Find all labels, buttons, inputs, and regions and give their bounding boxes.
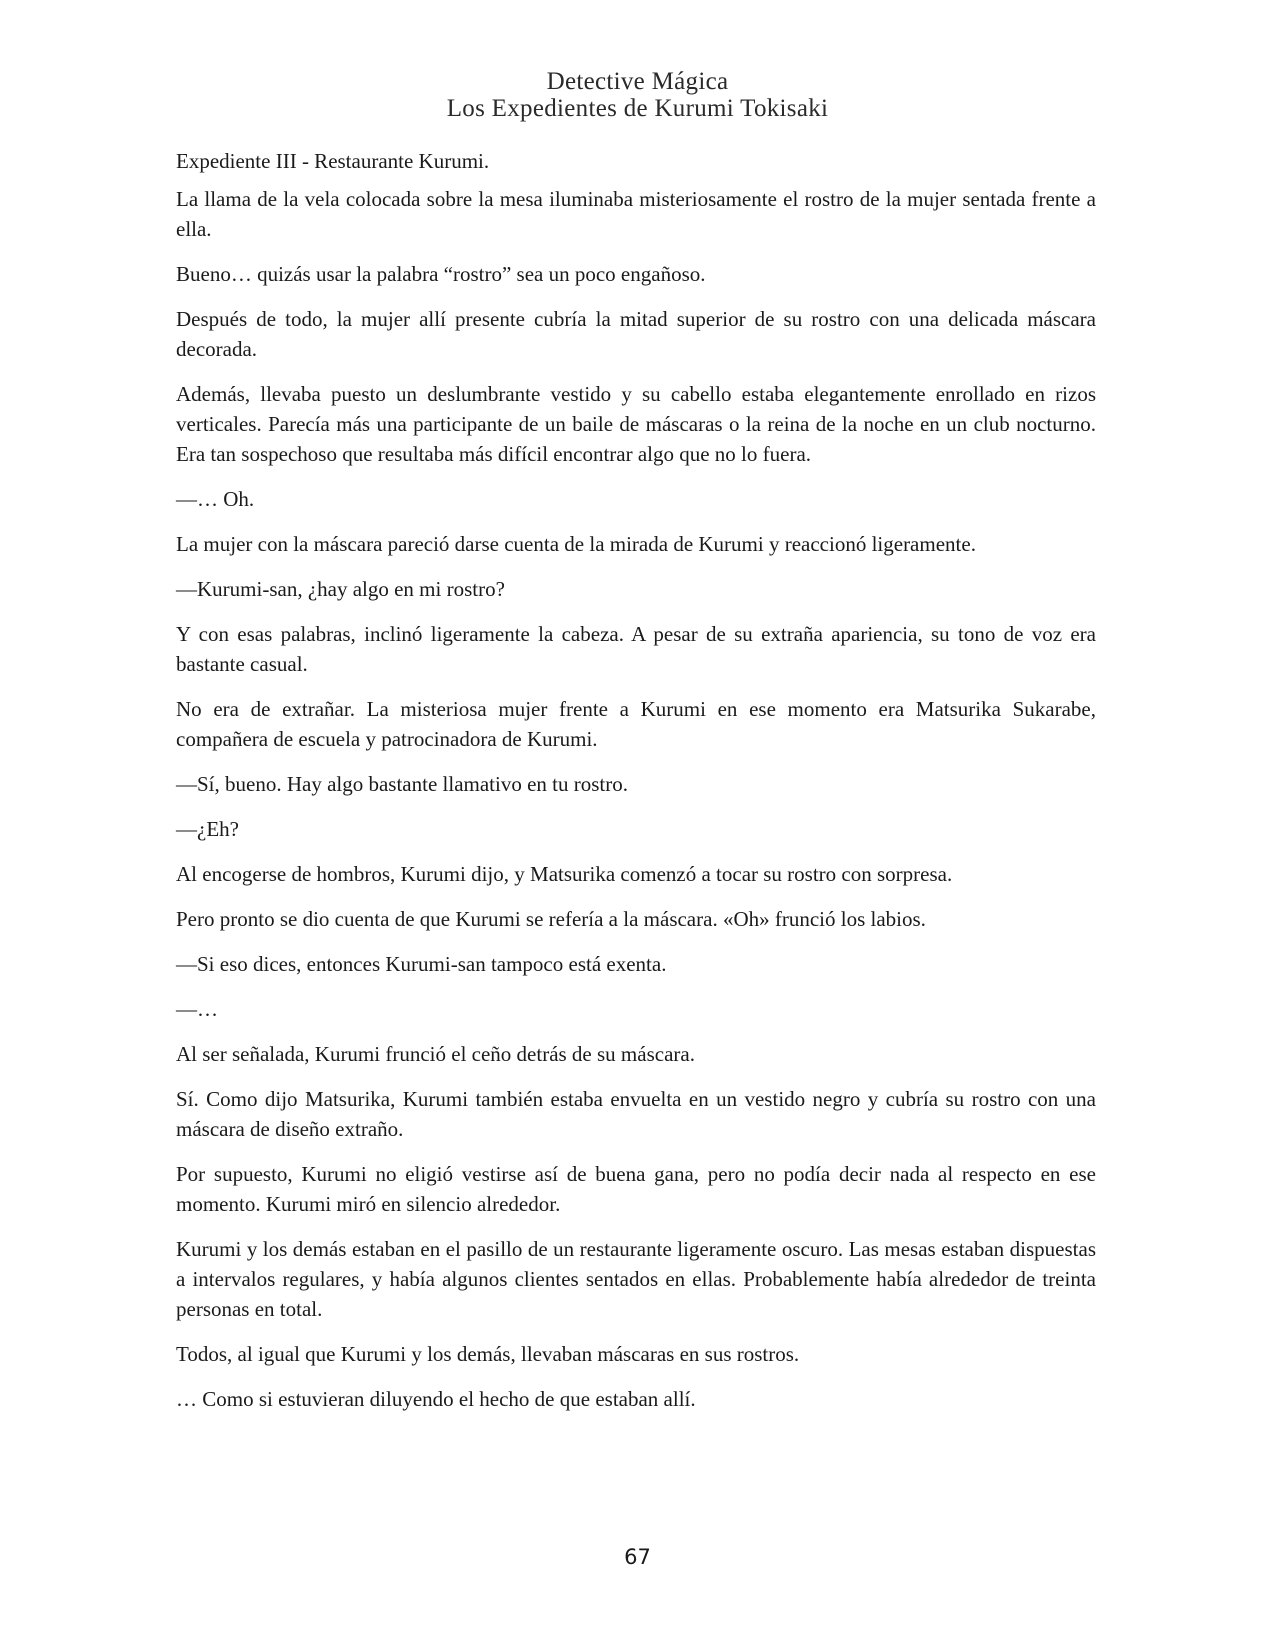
paragraph: —¿Eh? (176, 817, 239, 841)
paragraph: No era de extrañar. La misteriosa mujer frente a Kurumi en ese momento era Matsurika Sukarabe, compañera de escuela y patrocinadora de Kurumi. (176, 697, 1096, 751)
paragraph: La llama de la vela colocada sobre la mesa iluminaba misteriosamente el rostro de la mujer sentada frente a ella. (176, 187, 1096, 241)
body-text (176, 146, 1096, 1429)
paragraph: —Sí, bueno. Hay algo bastante llamativo en tu rostro. (176, 772, 628, 796)
paragraph: —… (176, 997, 218, 1021)
book-title: Detective Mágica (546, 68, 729, 95)
paragraph: Sí. Como dijo Matsurika, Kurumi también estaba envuelta en un vestido negro y cubría su rostro con una máscara de diseño extraño. (176, 1087, 1096, 1141)
paragraph: Pero pronto se dio cuenta de que Kurumi se refería a la máscara. «Oh» frunció los labios. (176, 907, 926, 931)
paragraph: … Como si estuvieran diluyendo el hecho de que estaban allí. (176, 1387, 696, 1411)
page-number: 67 (624, 1545, 651, 1569)
paragraph: Todos, al igual que Kurumi y los demás, llevaban máscaras en sus rostros. (176, 1342, 800, 1366)
paragraph: —Kurumi-san, ¿hay algo en mi rostro? (176, 577, 505, 601)
running-header (0, 68, 1275, 122)
chapter-title: Expediente III - Restaurante Kurumi. (176, 149, 490, 173)
paragraph: La mujer con la máscara pareció darse cuenta de la mirada de Kurumi y reaccionó ligeramente. (176, 532, 976, 556)
paragraph: Después de todo, la mujer allí presente cubría la mitad superior de su rostro con una delicada máscara decorada. (176, 307, 1096, 361)
paragraph: Al encogerse de hombros, Kurumi dijo, y Matsurika comenzó a tocar su rostro con sorpresa. (176, 862, 953, 886)
paragraph: Al ser señalada, Kurumi frunció el ceño detrás de su máscara. (176, 1042, 695, 1066)
paragraph: Y con esas palabras, inclinó ligeramente la cabeza. A pesar de su extraña apariencia, su tono de voz era bastante casual. (176, 622, 1096, 676)
paragraph: Por supuesto, Kurumi no eligió vestirse así de buena gana, pero no podía decir nada al respecto en ese momento. Kurumi miró en silencio alrededor. (176, 1162, 1096, 1216)
paragraph: Además, llevaba puesto un deslumbrante vestido y su cabello estaba elegantemente enrollado en rizos verticales. Parecía más una participante de un baile de máscaras o la reina de la noche en un club nocturno. Era tan sospechoso que resultaba más difícil encontrar algo que no lo fuera. (176, 382, 1096, 466)
book-subtitle: Los Expedientes de Kurumi Tokisaki (446, 95, 829, 122)
paragraph: —… Oh. (176, 487, 255, 511)
paragraph: —Si eso dices, entonces Kurumi-san tampoco está exenta. (176, 952, 667, 976)
paragraph: Bueno… quizás usar la palabra “rostro” sea un poco engañoso. (176, 262, 706, 286)
paragraph: Kurumi y los demás estaban en el pasillo de un restaurante ligeramente oscuro. Las mesas estaban dispuestas a intervalos regulares, y había algunos clientes sentados en ellas. Probablemente había alrededor de treinta personas en total. (176, 1237, 1096, 1321)
